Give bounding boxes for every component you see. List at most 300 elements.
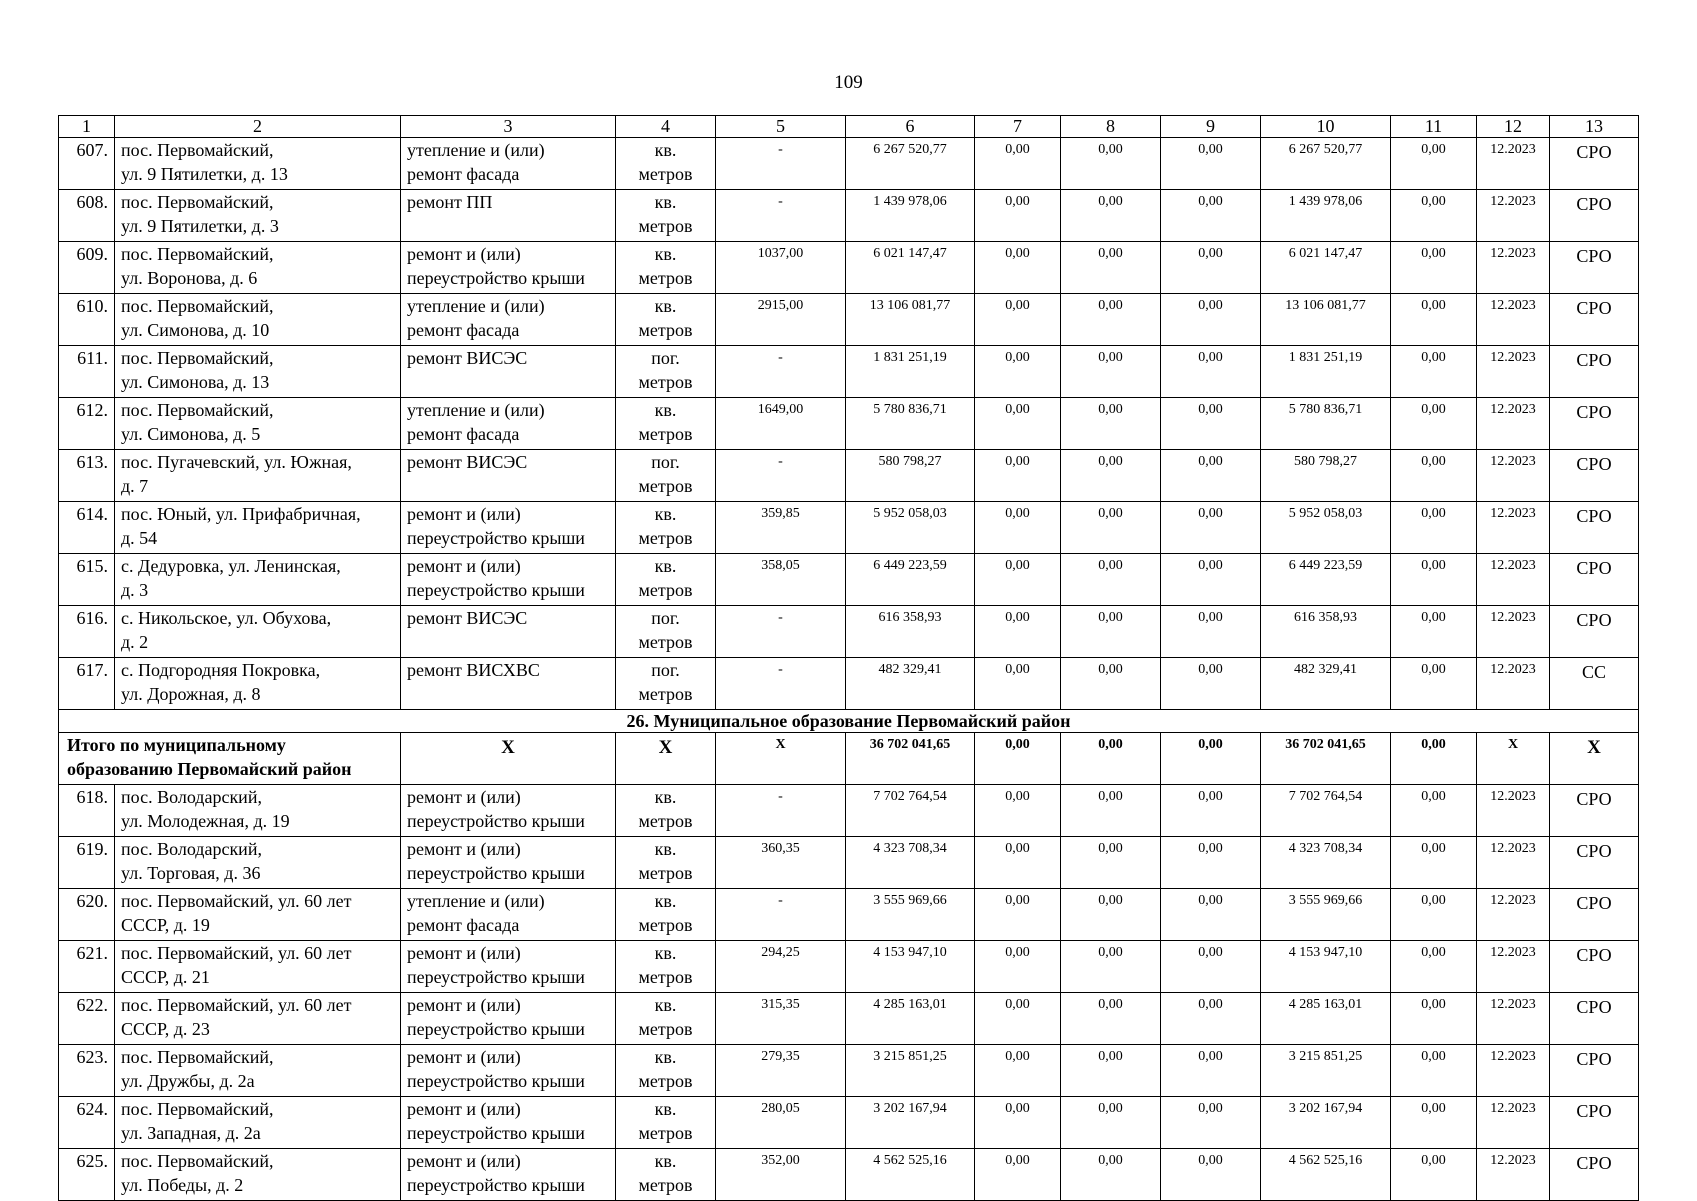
work-type-cell <box>401 606 616 658</box>
address-line2: СССР, д. 21 <box>121 967 210 987</box>
col8-cell: 0,00 <box>1061 346 1161 398</box>
unit-line1: кв. <box>654 891 677 911</box>
work-type-line2: переустройство крыши <box>407 811 585 831</box>
col8-cell: 0,00 <box>1061 658 1161 710</box>
total-col8: 0,00 <box>1061 733 1161 785</box>
address-cell <box>115 242 401 294</box>
col7-cell: 0,00 <box>975 658 1061 710</box>
work-type-line2: ремонт фасада <box>407 164 520 184</box>
col7-cell: 0,00 <box>975 138 1061 190</box>
work-type-line1: ремонт и (или) <box>407 504 521 524</box>
col9-cell: 0,00 <box>1161 606 1261 658</box>
date-cell: 12.2023 <box>1477 190 1550 242</box>
row-number: 609. <box>59 242 115 294</box>
column-number-header <box>59 116 1639 138</box>
address-line2: д. 3 <box>121 580 149 600</box>
address-cell <box>115 1097 401 1149</box>
col8-cell: 0,00 <box>1061 294 1161 346</box>
column-header: 3 <box>401 116 616 138</box>
unit-line1: пог. <box>651 348 680 368</box>
address-line1: пос. Пугачевский, ул. Южная, <box>121 452 352 472</box>
table-row <box>59 658 1639 710</box>
operator-cell: СРО <box>1550 889 1639 941</box>
col7-cell: 0,00 <box>975 606 1061 658</box>
work-type-line2: переустройство крыши <box>407 1123 585 1143</box>
work-type-line1: ремонт ВИСЭС <box>407 452 528 472</box>
col9-cell: 0,00 <box>1161 138 1261 190</box>
col10-cell: 616 358,93 <box>1261 606 1391 658</box>
row-number: 616. <box>59 606 115 658</box>
total-cost-cell: 616 358,93 <box>846 606 975 658</box>
col10-cell: 1 439 978,06 <box>1261 190 1391 242</box>
col11-cell: 0,00 <box>1391 502 1477 554</box>
work-type-cell <box>401 837 616 889</box>
address-line1: пос. Первомайский, ул. 60 лет <box>121 943 352 963</box>
col9-cell: 0,00 <box>1161 190 1261 242</box>
area-cell: 294,25 <box>716 941 846 993</box>
total-cost-cell: 4 285 163,01 <box>846 993 975 1045</box>
col8-cell: 0,00 <box>1061 941 1161 993</box>
unit-cell <box>616 1149 716 1201</box>
table-row <box>59 190 1639 242</box>
operator-cell: СРО <box>1550 785 1639 837</box>
col10-cell: 7 702 764,54 <box>1261 785 1391 837</box>
date-cell: 12.2023 <box>1477 398 1550 450</box>
column-header: 6 <box>846 116 975 138</box>
col11-cell: 0,00 <box>1391 294 1477 346</box>
table-row <box>59 502 1639 554</box>
work-type-line2: переустройство крыши <box>407 1071 585 1091</box>
col11-cell: 0,00 <box>1391 1097 1477 1149</box>
work-type-line2: переустройство крыши <box>407 863 585 883</box>
operator-cell: СРО <box>1550 554 1639 606</box>
address-cell <box>115 502 401 554</box>
work-type-cell <box>401 346 616 398</box>
row-number: 610. <box>59 294 115 346</box>
col8-cell: 0,00 <box>1061 837 1161 889</box>
operator-cell: СРО <box>1550 346 1639 398</box>
table-row <box>59 554 1639 606</box>
total-cost-cell: 6 267 520,77 <box>846 138 975 190</box>
col11-cell: 0,00 <box>1391 450 1477 502</box>
unit-line2: метров <box>638 268 693 288</box>
col10-cell: 5 952 058,03 <box>1261 502 1391 554</box>
work-type-cell <box>401 1045 616 1097</box>
total-label-line1: Итого по муниципальному <box>67 735 286 755</box>
address-line2: ул. 9 Пятилетки, д. 13 <box>121 164 288 184</box>
col11-cell: 0,00 <box>1391 606 1477 658</box>
col9-cell: 0,00 <box>1161 450 1261 502</box>
address-cell <box>115 941 401 993</box>
unit-line2: метров <box>638 372 693 392</box>
address-cell <box>115 1149 401 1201</box>
address-line1: пос. Первомайский, <box>121 140 274 160</box>
unit-line2: метров <box>638 811 693 831</box>
work-type-line1: ремонт ВИСЭС <box>407 608 528 628</box>
row-number: 612. <box>59 398 115 450</box>
unit-line1: пог. <box>651 608 680 628</box>
date-cell: 12.2023 <box>1477 941 1550 993</box>
table-row <box>59 1149 1639 1201</box>
address-cell <box>115 294 401 346</box>
area-cell: 2915,00 <box>716 294 846 346</box>
area-cell: - <box>716 889 846 941</box>
row-number: 619. <box>59 837 115 889</box>
address-cell <box>115 837 401 889</box>
date-cell: 12.2023 <box>1477 294 1550 346</box>
col9-cell: 0,00 <box>1161 398 1261 450</box>
unit-line1: кв. <box>654 192 677 212</box>
unit-line1: кв. <box>654 504 677 524</box>
unit-line2: метров <box>638 1071 693 1091</box>
work-type-cell <box>401 294 616 346</box>
unit-line1: кв. <box>654 839 677 859</box>
date-cell: 12.2023 <box>1477 554 1550 606</box>
unit-line2: метров <box>638 1019 693 1039</box>
col7-cell: 0,00 <box>975 1097 1061 1149</box>
col7-cell: 0,00 <box>975 190 1061 242</box>
date-cell: 12.2023 <box>1477 138 1550 190</box>
work-type-line1: утепление и (или) <box>407 140 545 160</box>
work-type-cell <box>401 450 616 502</box>
work-type-cell <box>401 138 616 190</box>
area-cell: - <box>716 138 846 190</box>
col9-cell: 0,00 <box>1161 889 1261 941</box>
date-cell: 12.2023 <box>1477 889 1550 941</box>
work-type-line1: ремонт и (или) <box>407 995 521 1015</box>
total-col3: X <box>401 733 616 785</box>
unit-cell <box>616 941 716 993</box>
col11-cell: 0,00 <box>1391 554 1477 606</box>
col10-cell: 6 267 520,77 <box>1261 138 1391 190</box>
col9-cell: 0,00 <box>1161 941 1261 993</box>
col9-cell: 0,00 <box>1161 837 1261 889</box>
column-header: 12 <box>1477 116 1550 138</box>
work-type-cell <box>401 658 616 710</box>
unit-cell <box>616 837 716 889</box>
total-col7: 0,00 <box>975 733 1061 785</box>
total-cost-cell: 482 329,41 <box>846 658 975 710</box>
col9-cell: 0,00 <box>1161 785 1261 837</box>
work-type-cell <box>401 941 616 993</box>
col8-cell: 0,00 <box>1061 785 1161 837</box>
address-line2: ул. Молодежная, д. 19 <box>121 811 290 831</box>
table-row <box>59 450 1639 502</box>
col9-cell: 0,00 <box>1161 993 1261 1045</box>
table-row <box>59 785 1639 837</box>
work-type-cell <box>401 190 616 242</box>
col7-cell: 0,00 <box>975 1045 1061 1097</box>
unit-cell <box>616 346 716 398</box>
work-type-cell <box>401 889 616 941</box>
unit-line1: пог. <box>651 660 680 680</box>
table-row <box>59 606 1639 658</box>
total-cost-cell: 13 106 081,77 <box>846 294 975 346</box>
date-cell: 12.2023 <box>1477 837 1550 889</box>
address-line1: пос. Первомайский, <box>121 1047 274 1067</box>
table-row <box>59 1097 1639 1149</box>
operator-cell: СРО <box>1550 1149 1639 1201</box>
total-col12: X <box>1477 733 1550 785</box>
address-cell <box>115 398 401 450</box>
work-type-line1: утепление и (или) <box>407 400 545 420</box>
work-type-line2: ремонт фасада <box>407 320 520 340</box>
col11-cell: 0,00 <box>1391 658 1477 710</box>
col9-cell: 0,00 <box>1161 1045 1261 1097</box>
column-header: 1 <box>59 116 115 138</box>
work-type-line1: утепление и (или) <box>407 296 545 316</box>
total-cost-cell: 7 702 764,54 <box>846 785 975 837</box>
address-line2: д. 7 <box>121 476 149 496</box>
col11-cell: 0,00 <box>1391 242 1477 294</box>
col9-cell: 0,00 <box>1161 294 1261 346</box>
table-row <box>59 993 1639 1045</box>
unit-line1: кв. <box>654 244 677 264</box>
unit-cell <box>616 190 716 242</box>
repair-program-table <box>58 115 1639 1201</box>
date-cell: 12.2023 <box>1477 502 1550 554</box>
operator-cell: СРО <box>1550 242 1639 294</box>
operator-cell: СРО <box>1550 837 1639 889</box>
total-cost-cell: 4 562 525,16 <box>846 1149 975 1201</box>
col9-cell: 0,00 <box>1161 346 1261 398</box>
column-header: 2 <box>115 116 401 138</box>
col8-cell: 0,00 <box>1061 993 1161 1045</box>
area-cell: - <box>716 450 846 502</box>
operator-cell: СРО <box>1550 1045 1639 1097</box>
col7-cell: 0,00 <box>975 346 1061 398</box>
unit-cell <box>616 1097 716 1149</box>
column-header: 8 <box>1061 116 1161 138</box>
row-number: 621. <box>59 941 115 993</box>
col11-cell: 0,00 <box>1391 346 1477 398</box>
unit-line1: кв. <box>654 1099 677 1119</box>
work-type-line2: переустройство крыши <box>407 268 585 288</box>
col10-cell: 6 021 147,47 <box>1261 242 1391 294</box>
work-type-cell <box>401 785 616 837</box>
unit-line2: метров <box>638 320 693 340</box>
col7-cell: 0,00 <box>975 242 1061 294</box>
unit-cell <box>616 138 716 190</box>
area-cell: - <box>716 658 846 710</box>
total-cost-cell: 3 555 969,66 <box>846 889 975 941</box>
total-cost-cell: 6 021 147,47 <box>846 242 975 294</box>
row-number: 618. <box>59 785 115 837</box>
address-line1: пос. Первомайский, <box>121 192 274 212</box>
area-cell: 279,35 <box>716 1045 846 1097</box>
address-line1: пос. Первомайский, <box>121 244 274 264</box>
area-cell: 352,00 <box>716 1149 846 1201</box>
total-cost-cell: 6 449 223,59 <box>846 554 975 606</box>
col11-cell: 0,00 <box>1391 1045 1477 1097</box>
total-cost-cell: 4 153 947,10 <box>846 941 975 993</box>
unit-cell <box>616 398 716 450</box>
unit-cell <box>616 606 716 658</box>
area-cell: 360,35 <box>716 837 846 889</box>
col10-cell: 13 106 081,77 <box>1261 294 1391 346</box>
address-cell <box>115 993 401 1045</box>
area-cell: 280,05 <box>716 1097 846 1149</box>
table-row <box>59 941 1639 993</box>
col10-cell: 1 831 251,19 <box>1261 346 1391 398</box>
address-cell <box>115 450 401 502</box>
area-cell: - <box>716 346 846 398</box>
total-col4: X <box>616 733 716 785</box>
col11-cell: 0,00 <box>1391 889 1477 941</box>
col11-cell: 0,00 <box>1391 785 1477 837</box>
work-type-line2: переустройство крыши <box>407 1019 585 1039</box>
col10-cell: 4 153 947,10 <box>1261 941 1391 993</box>
work-type-line1: ремонт и (или) <box>407 244 521 264</box>
address-line2: д. 54 <box>121 528 158 548</box>
work-type-cell <box>401 554 616 606</box>
col9-cell: 0,00 <box>1161 242 1261 294</box>
col7-cell: 0,00 <box>975 785 1061 837</box>
total-label-line2: образованию Первомайский район <box>67 759 352 779</box>
section-title: 26. Муниципальное образование Первомайский район <box>59 710 1639 733</box>
date-cell: 12.2023 <box>1477 346 1550 398</box>
date-cell: 12.2023 <box>1477 606 1550 658</box>
col11-cell: 0,00 <box>1391 941 1477 993</box>
area-cell: - <box>716 606 846 658</box>
address-line1: пос. Первомайский, ул. 60 лет <box>121 891 352 911</box>
operator-cell: СРО <box>1550 993 1639 1045</box>
col11-cell: 0,00 <box>1391 398 1477 450</box>
col10-cell: 3 555 969,66 <box>1261 889 1391 941</box>
work-type-line1: ремонт ВИСЭС <box>407 348 528 368</box>
table-row <box>59 346 1639 398</box>
date-cell: 12.2023 <box>1477 242 1550 294</box>
col7-cell: 0,00 <box>975 502 1061 554</box>
unit-line2: метров <box>638 632 693 652</box>
table-row <box>59 398 1639 450</box>
unit-line1: кв. <box>654 787 677 807</box>
col10-cell: 3 202 167,94 <box>1261 1097 1391 1149</box>
col8-cell: 0,00 <box>1061 606 1161 658</box>
table-row <box>59 294 1639 346</box>
total-cost-cell: 3 202 167,94 <box>846 1097 975 1149</box>
unit-line1: пог. <box>651 452 680 472</box>
operator-cell: СРО <box>1550 1097 1639 1149</box>
operator-cell: СРО <box>1550 941 1639 993</box>
address-line2: ул. 9 Пятилетки, д. 3 <box>121 216 279 236</box>
col11-cell: 0,00 <box>1391 138 1477 190</box>
col8-cell: 0,00 <box>1061 190 1161 242</box>
unit-cell <box>616 242 716 294</box>
column-header: 11 <box>1391 116 1477 138</box>
col10-cell: 3 215 851,25 <box>1261 1045 1391 1097</box>
col10-cell: 4 323 708,34 <box>1261 837 1391 889</box>
col8-cell: 0,00 <box>1061 1149 1161 1201</box>
total-cost-cell: 4 323 708,34 <box>846 837 975 889</box>
address-cell <box>115 785 401 837</box>
address-line1: с. Никольское, ул. Обухова, <box>121 608 332 628</box>
total-label <box>59 733 401 785</box>
col10-cell: 4 562 525,16 <box>1261 1149 1391 1201</box>
unit-cell <box>616 502 716 554</box>
col9-cell: 0,00 <box>1161 1149 1261 1201</box>
area-cell: 315,35 <box>716 993 846 1045</box>
work-type-line1: ремонт ПП <box>407 192 493 212</box>
col7-cell: 0,00 <box>975 1149 1061 1201</box>
address-cell <box>115 554 401 606</box>
col7-cell: 0,00 <box>975 993 1061 1045</box>
total-col9: 0,00 <box>1161 733 1261 785</box>
total-col10: 36 702 041,65 <box>1261 733 1391 785</box>
table-row <box>59 242 1639 294</box>
address-cell <box>115 190 401 242</box>
address-line1: с. Дедуровка, ул. Ленинская, <box>121 556 341 576</box>
work-type-line1: ремонт и (или) <box>407 839 521 859</box>
address-line1: пос. Первомайский, <box>121 1151 274 1171</box>
address-line2: СССР, д. 23 <box>121 1019 210 1039</box>
unit-cell <box>616 658 716 710</box>
area-cell: - <box>716 190 846 242</box>
date-cell: 12.2023 <box>1477 993 1550 1045</box>
col10-cell: 580 798,27 <box>1261 450 1391 502</box>
work-type-line1: утепление и (или) <box>407 891 545 911</box>
work-type-line1: ремонт и (или) <box>407 1151 521 1171</box>
unit-cell <box>616 993 716 1045</box>
row-number: 611. <box>59 346 115 398</box>
col8-cell: 0,00 <box>1061 138 1161 190</box>
address-line1: пос. Володарский, <box>121 839 262 859</box>
unit-cell <box>616 450 716 502</box>
unit-line2: метров <box>638 863 693 883</box>
row-number: 614. <box>59 502 115 554</box>
col8-cell: 0,00 <box>1061 242 1161 294</box>
col11-cell: 0,00 <box>1391 190 1477 242</box>
address-line2: ул. Победы, д. 2 <box>121 1175 244 1195</box>
col8-cell: 0,00 <box>1061 502 1161 554</box>
row-number: 623. <box>59 1045 115 1097</box>
total-row <box>59 733 1639 785</box>
operator-cell: СРО <box>1550 190 1639 242</box>
col10-cell: 5 780 836,71 <box>1261 398 1391 450</box>
col9-cell: 0,00 <box>1161 1097 1261 1149</box>
col10-cell: 482 329,41 <box>1261 658 1391 710</box>
col7-cell: 0,00 <box>975 294 1061 346</box>
column-header: 13 <box>1550 116 1639 138</box>
work-type-line2: переустройство крыши <box>407 580 585 600</box>
date-cell: 12.2023 <box>1477 658 1550 710</box>
address-line1: пос. Володарский, <box>121 787 262 807</box>
date-cell: 12.2023 <box>1477 1149 1550 1201</box>
date-cell: 12.2023 <box>1477 1097 1550 1149</box>
address-line1: пос. Первомайский, ул. 60 лет <box>121 995 352 1015</box>
row-number: 607. <box>59 138 115 190</box>
address-line1: пос. Первомайский, <box>121 296 274 316</box>
col11-cell: 0,00 <box>1391 837 1477 889</box>
address-cell <box>115 346 401 398</box>
table-row <box>59 138 1639 190</box>
work-type-line1: ремонт и (или) <box>407 787 521 807</box>
work-type-line1: ремонт и (или) <box>407 1047 521 1067</box>
address-cell <box>115 1045 401 1097</box>
address-line2: ул. Торговая, д. 36 <box>121 863 261 883</box>
row-number: 613. <box>59 450 115 502</box>
address-line1: пос. Первомайский, <box>121 400 274 420</box>
row-number: 608. <box>59 190 115 242</box>
table-row <box>59 889 1639 941</box>
date-cell: 12.2023 <box>1477 785 1550 837</box>
unit-cell <box>616 889 716 941</box>
operator-cell: СРО <box>1550 502 1639 554</box>
unit-line1: кв. <box>654 296 677 316</box>
address-line2: СССР, д. 19 <box>121 915 210 935</box>
work-type-cell <box>401 242 616 294</box>
work-type-line2: ремонт фасада <box>407 424 520 444</box>
